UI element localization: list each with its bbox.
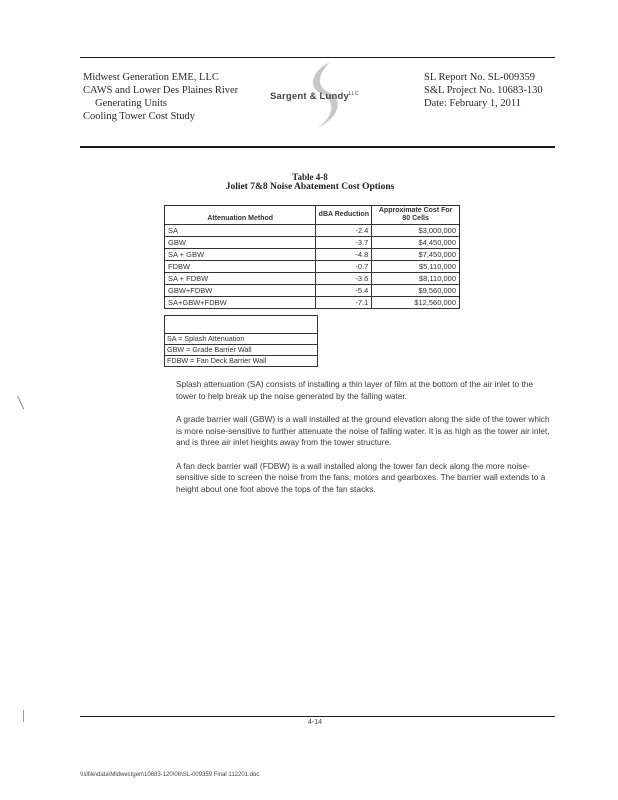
legend-item-gbw: GBW = Grade Barrier Wall (165, 344, 317, 355)
cell-method: SA (165, 225, 316, 237)
file-path: \\slfile\data\Midwestgen\10683-120\06\SL-009359 Final 112201.doc (80, 772, 260, 778)
noise-abatement-cost-table (164, 205, 460, 309)
table-row (165, 285, 460, 297)
cell-cost: $12,560,000 (372, 297, 460, 309)
study-line: Cooling Tower Cost Study (83, 111, 195, 122)
cell-cost: $7,450,000 (372, 249, 460, 261)
cell-method: GBW (165, 237, 316, 249)
paragraph-fan-deck-barrier-wall: A fan deck barrier wall (FDBW) is a wall installed along the tower fan deck along the more noise-sensitive side to screen the noise from the fans, motors and gearboxes. The barrier wall extends to a height about one foot above the tops of the fan stacks. (176, 460, 546, 494)
cell-cost: $5,110,000 (372, 261, 460, 273)
margin-mark (23, 710, 26, 722)
table-row (165, 273, 460, 285)
cell-method: SA + GBW (165, 249, 316, 261)
logo-wordmark: Sargent & Lundy$^{LLC}$ (270, 91, 359, 103)
paragraph-splash-attenuation: Splash attenuation (SA) consists of installing a thin layer of film at the bottom of the air inlet to the tower to help break up the noise generated by the falling water. (176, 379, 533, 401)
project-line: CAWS and Lower Des Plaines River (83, 85, 239, 96)
table-row (165, 225, 460, 237)
column-header-method: Attenuation Method (165, 206, 316, 225)
cell-dba: -2.4 (316, 225, 372, 237)
paragraph-grade-barrier-wall: A grade barrier wall (GBW) is a wall installed at the ground elevation along the side of the tower which is more noise-sensitive to further attenuate the noise of falling water. It is as high as the tower air inlet, and is three air inlet heights away from the tower structure. (176, 414, 550, 447)
table-row (165, 297, 460, 309)
table-number: Table 4-8 (292, 172, 328, 182)
legend-spacer (165, 316, 317, 333)
project-number: S&L Project No. 10683-130 (424, 85, 543, 96)
cell-method: GBW+FDBW (165, 285, 316, 297)
header-bottom-rule (80, 146, 555, 148)
column-header-cost: Approximate Cost For 80 Cells (372, 206, 460, 225)
abbreviation-legend (164, 315, 318, 367)
report-date: Date: February 1, 2011 (424, 98, 522, 109)
cell-cost: $8,110,000 (372, 273, 460, 285)
report-number: SL Report No. SL-009359 (424, 72, 536, 83)
header-right-block (424, 71, 574, 110)
cell-dba: -7.1 (316, 297, 372, 309)
page-number: 4-14 (307, 719, 322, 726)
column-header-dba: dBA Reduction (316, 206, 372, 225)
cell-method: SA+GBW+FDBW (165, 297, 316, 309)
cell-dba: -5.4 (316, 285, 372, 297)
table-subtitle: Joliet 7&8 Noise Abatement Cost Options (225, 182, 395, 192)
cell-method: SA + FDBW (165, 273, 316, 285)
cell-cost: $4,450,000 (372, 237, 460, 249)
footer-rule (80, 716, 555, 717)
company-name: Midwest Generation EME, LLC (83, 72, 219, 83)
table-row (165, 249, 460, 261)
margin-mark (17, 395, 27, 409)
cell-cost: $3,000,000 (372, 225, 460, 237)
table-row (165, 261, 460, 273)
cell-method: FDBW (165, 261, 316, 273)
legend-item-sa: SA = Splash Attenuation (165, 333, 317, 344)
cell-dba: -0.7 (316, 261, 372, 273)
units-line: Generating Units (95, 98, 168, 109)
cell-dba: -3.6 (316, 273, 372, 285)
cell-dba: -4.8 (316, 249, 372, 261)
table-title (200, 172, 420, 192)
cell-cost: $9,560,000 (372, 285, 460, 297)
cell-dba: -3.7 (316, 237, 372, 249)
legend-item-fdbw: FDBW = Fan Deck Barrier Wall (165, 355, 317, 366)
table-header-row (165, 206, 460, 225)
table-row (165, 237, 460, 249)
body-text (176, 379, 554, 495)
